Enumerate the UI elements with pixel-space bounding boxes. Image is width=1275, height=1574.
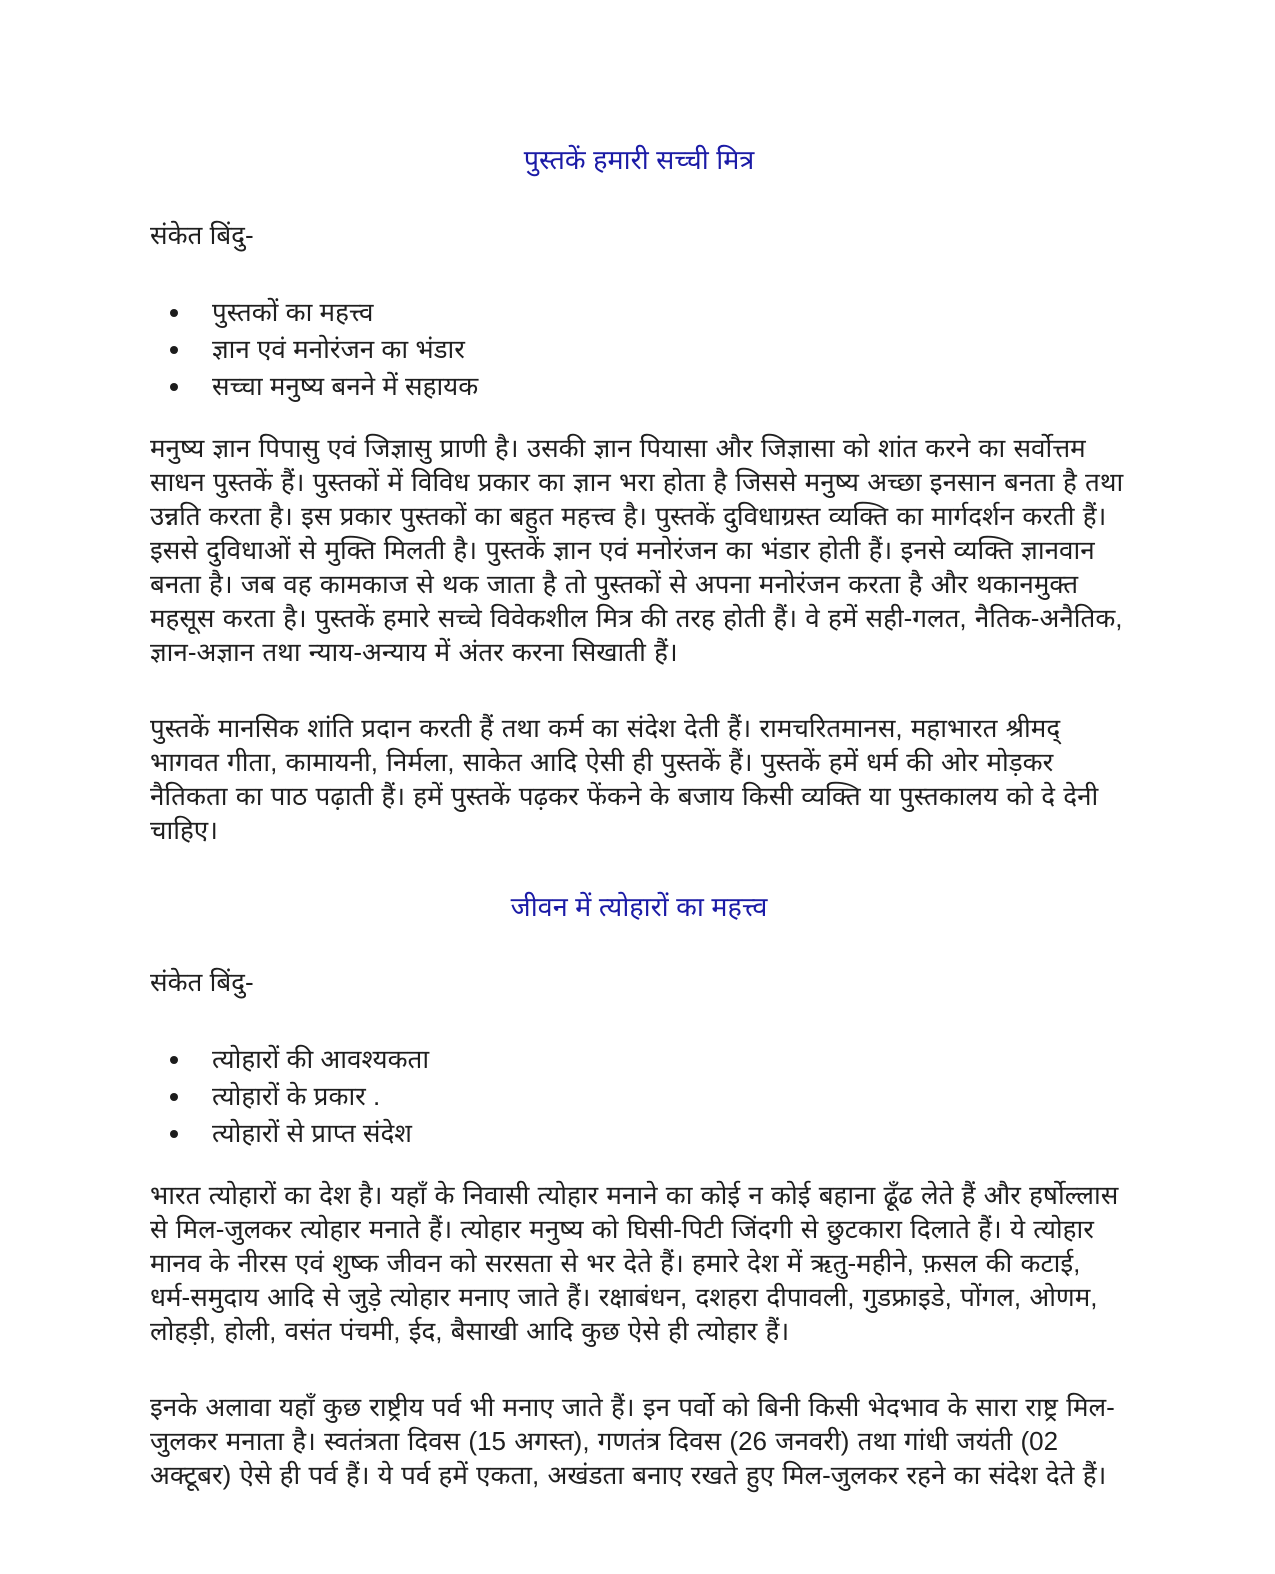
- key-point-item: त्योहारों की आवश्यकता: [170, 1041, 1128, 1078]
- essay-paragraph: मनुष्य ज्ञान पिपासु एवं जिज्ञासु प्राणी है। उसकी ज्ञान पियासा और जिज्ञासा को शांत करने का सर्वोत्तम साधन पुस्तकें हैं। पुस्तकों में विविध प्रकार का ज्ञान भरा होता है जिससे मनुष्य अच्छा इनसान बनता है तथा उन्नति करता है। इस प्रकार पुस्तकों का बहुत महत्त्व है। पुस्तकें दुविधाग्रस्त व्यक्ति का मार्गदर्शन करती हैं। इससे दुविधाओं से मुक्ति मिलती है। पुस्तकें ज्ञान एवं मनोरंजन का भंडार होती हैं। इनसे व्यक्ति ज्ञानवान बनता है। जब वह कामकाज से थक जाता है तो पुस्तकों से अपना मनोरंजन करता है और थकानमुक्त महसूस करता है। पुस्तकें हमारे सच्चे विवेकशील मित्र की तरह होती हैं। वे हमें सही-गलत, नैतिक-अनैतिक, ज्ञान-अज्ञान तथा न्याय-अन्याय में अंतर करना सिखाती हैं।: [150, 433, 1124, 667]
- essay-title: जीवन में त्योहारों का महत्त्व: [510, 892, 768, 922]
- key-points-label: संकेत बिंदु-: [150, 967, 254, 997]
- key-point-item: त्योहारों से प्राप्त संदेश: [170, 1115, 1128, 1152]
- key-point-item: पुस्तकों का महत्त्व: [170, 294, 1128, 331]
- key-point-item: सच्चा मनुष्य बनने में सहायक: [170, 368, 1128, 405]
- key-points-list: [150, 294, 1128, 405]
- essay-title: पुस्तकें हमारी सच्ची मित्र: [523, 145, 755, 175]
- essay-section-festivals: [150, 889, 1128, 1492]
- essay-paragraph: भारत त्योहारों का देश है। यहाँ के निवासी त्योहार मनाने का कोई न कोई बहाना ढूँढ लेते हैं और हर्षोल्लास से मिल-जुलकर त्योहार मनाते हैं। त्योहार मनुष्य को घिसी-पिटी जिंदगी से छुटकारा दिलाते हैं। ये त्योहार मानव के नीरस एवं शुष्क जीवन को सरसता से भर देते हैं। हमारे देश में ऋतु-महीने, फ़सल की कटाई, धर्म-समुदाय आदि से जुड़े त्योहार मनाए जाते हैं। रक्षाबंधन, दशहरा दीपावली, गुडफ्राइडे, पोंगल, ओणम, लोहड़ी, होली, वसंत पंचमी, ईद, बैसाखी आदि कुछ ऐसे ही त्योहार हैं।: [150, 1180, 1119, 1346]
- key-point-item: त्योहारों के प्रकार .: [170, 1078, 1128, 1115]
- essay-section-books: [150, 142, 1128, 847]
- key-points-list: [150, 1041, 1128, 1152]
- key-points-label: संकेत बिंदु-: [150, 220, 254, 250]
- essay-paragraph: इनके अलावा यहाँ कुछ राष्ट्रीय पर्व भी मनाए जाते हैं। इन पर्वो को बिनी किसी भेदभाव के सारा राष्ट्र मिल-जुलकर मनाता है। स्वतंत्रता दिवस (15 अगस्त), गणतंत्र दिवस (26 जनवरी) तथा गांधी जयंती (02 अक्टूबर) ऐसे ही पर्व हैं। ये पर्व हमें एकता, अखंडता बनाए रखते हुए मिल-जुलकर रहने का संदेश देते हैं।: [150, 1392, 1115, 1490]
- key-point-item: ज्ञान एवं मनोरंजन का भंडार: [170, 331, 1128, 368]
- essay-paragraph: पुस्तकें मानसिक शांति प्रदान करती हैं तथा कर्म का संदेश देती हैं। रामचरितमानस, महाभारत श्रीमद् भागवत गीता, कामायनी, निर्मला, साकेत आदि ऐसी ही पुस्तकें हैं। पुस्तकें हमें धर्म की ओर मोड़कर नैतिकता का पाठ पढ़ाती हैं। हमें पुस्तकें पढ़कर फेंकने के बजाय किसी व्यक्ति या पुस्तकालय को दे देनी चाहिए।: [150, 713, 1099, 845]
